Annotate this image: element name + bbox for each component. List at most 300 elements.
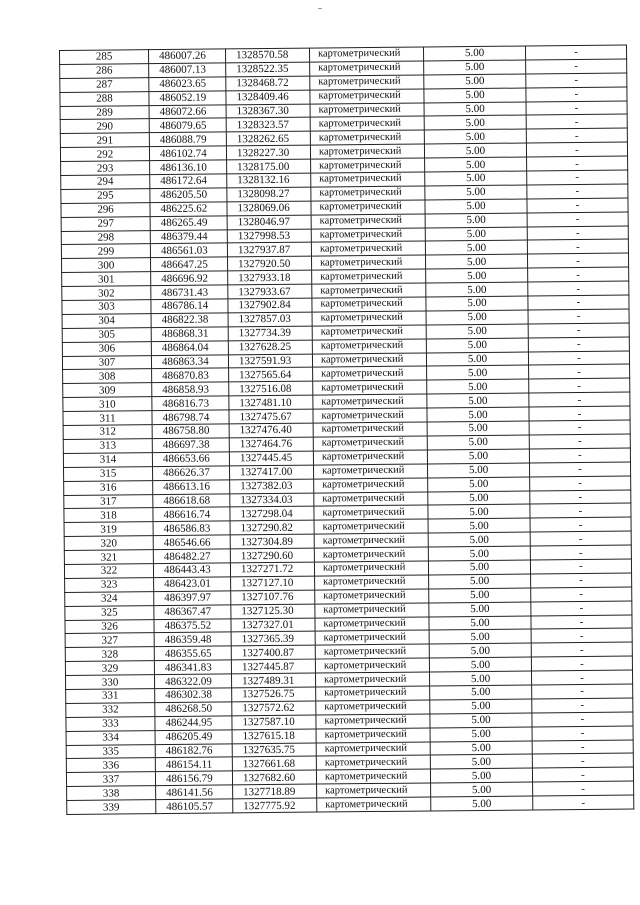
dash-cell: - <box>526 142 627 157</box>
dash-cell: - <box>528 337 629 352</box>
y-coordinate-cell: 1327475.67 <box>229 409 313 424</box>
point-number-cell: 323 <box>65 577 154 592</box>
y-coordinate-cell: 1327516.08 <box>229 381 313 396</box>
y-coordinate-cell: 1327290.60 <box>230 548 314 563</box>
error-cell: 5.00 <box>425 185 527 200</box>
error-cell: 5.00 <box>424 115 526 130</box>
x-coordinate-cell: 486205.49 <box>155 730 232 745</box>
method-cell: картометрический <box>311 172 425 187</box>
method-cell: картометрический <box>312 297 426 312</box>
error-cell: 5.00 <box>425 254 527 269</box>
x-coordinate-cell: 486088.79 <box>149 132 226 147</box>
y-coordinate-cell: 1328323.57 <box>226 118 310 133</box>
x-coordinate-cell: 486205.50 <box>150 188 227 203</box>
dash-cell: - <box>531 656 632 671</box>
point-number-cell: 308 <box>63 369 152 384</box>
dash-cell: - <box>529 420 630 435</box>
error-cell: 5.00 <box>429 671 531 686</box>
method-cell: картометрический <box>315 603 429 618</box>
error-cell: 5.00 <box>430 754 532 769</box>
error-cell: 5.00 <box>430 699 532 714</box>
y-coordinate-cell: 1327481.10 <box>229 395 313 410</box>
error-cell: 5.00 <box>428 560 530 575</box>
x-coordinate-cell: 486626.37 <box>153 466 230 481</box>
point-number-cell: 315 <box>64 466 153 481</box>
dash-cell: - <box>532 712 633 727</box>
method-cell: картометрический <box>310 116 424 131</box>
dash-cell: - <box>532 740 633 755</box>
method-cell: картометрический <box>310 144 424 159</box>
y-coordinate-cell: 1328367.30 <box>226 104 310 119</box>
x-coordinate-cell: 486443.43 <box>153 563 230 578</box>
dash-cell: - <box>526 59 627 74</box>
method-cell: картометрический <box>317 783 431 798</box>
method-cell: картометрический <box>316 755 430 770</box>
point-number-cell: 328 <box>65 647 154 662</box>
dash-cell: - <box>528 351 629 366</box>
method-cell: картометрический <box>316 714 430 729</box>
method-cell: картометрический <box>314 533 428 548</box>
dash-cell: - <box>530 531 631 546</box>
method-cell: картометрический <box>310 103 424 118</box>
x-coordinate-cell: 486816.73 <box>152 396 229 411</box>
x-coordinate-cell: 486105.57 <box>156 799 233 814</box>
y-coordinate-cell: 1328468.72 <box>226 76 310 91</box>
dash-cell: - <box>529 392 630 407</box>
error-cell: 5.00 <box>427 407 529 422</box>
dash-cell: - <box>531 670 632 685</box>
x-coordinate-cell: 486156.79 <box>155 771 232 786</box>
x-coordinate-cell: 486653.66 <box>152 452 229 467</box>
x-coordinate-cell: 486355.65 <box>154 646 231 661</box>
method-cell: картометрический <box>315 589 429 604</box>
dash-cell: - <box>527 156 628 171</box>
dash-cell: - <box>531 628 632 643</box>
dash-cell: - <box>530 559 631 574</box>
point-number-cell: 299 <box>61 244 150 259</box>
error-cell: 5.00 <box>427 393 529 408</box>
dash-cell: - <box>531 573 632 588</box>
dash-cell: - <box>530 503 631 518</box>
x-coordinate-cell: 486341.83 <box>154 660 231 675</box>
point-number-cell: 303 <box>62 300 151 315</box>
error-cell: 5.00 <box>427 463 529 478</box>
method-cell: картометрический <box>314 519 428 534</box>
point-number-cell: 320 <box>64 536 153 551</box>
x-coordinate-cell: 486696.92 <box>151 271 228 286</box>
dash-cell: - <box>531 642 632 657</box>
x-coordinate-cell: 486616.74 <box>153 507 230 522</box>
dash-cell: - <box>527 253 628 268</box>
error-cell: 5.00 <box>431 782 533 797</box>
error-cell: 5.00 <box>429 657 531 672</box>
error-cell: 5.00 <box>425 171 527 186</box>
error-cell: 5.00 <box>427 379 529 394</box>
x-coordinate-cell: 486863.34 <box>151 354 228 369</box>
method-cell: картометрический <box>312 353 426 368</box>
method-cell: картометрический <box>313 394 427 409</box>
point-number-cell: 317 <box>64 494 153 509</box>
x-coordinate-cell: 486154.11 <box>155 757 232 772</box>
point-number-cell: 327 <box>65 633 154 648</box>
dash-cell: - <box>529 378 630 393</box>
y-coordinate-cell: 1328522.35 <box>226 62 310 77</box>
x-coordinate-cell: 486023.65 <box>149 77 226 92</box>
point-number-cell: 326 <box>65 619 154 634</box>
y-coordinate-cell: 1327298.04 <box>230 506 314 521</box>
y-coordinate-cell: 1327365.39 <box>231 631 315 646</box>
error-cell: 5.00 <box>428 491 530 506</box>
method-cell: картометрический <box>313 380 427 395</box>
method-cell: картометрический <box>313 436 427 451</box>
method-cell: картометрический <box>312 311 426 326</box>
y-coordinate-cell: 1327290.82 <box>230 520 314 535</box>
error-cell: 5.00 <box>428 518 530 533</box>
y-coordinate-cell: 1327125.30 <box>231 604 315 619</box>
method-cell: картометрический <box>316 728 430 743</box>
point-number-cell: 286 <box>60 64 149 79</box>
x-coordinate-cell: 486375.52 <box>154 618 231 633</box>
x-coordinate-cell: 486618.68 <box>153 493 230 508</box>
x-coordinate-cell: 486052.19 <box>149 91 226 106</box>
dash-cell: - <box>528 281 629 296</box>
x-coordinate-cell: 486858.93 <box>152 382 229 397</box>
y-coordinate-cell: 1327682.60 <box>232 770 316 785</box>
point-number-cell: 330 <box>66 675 155 690</box>
point-number-cell: 338 <box>67 786 156 801</box>
y-coordinate-cell: 1327417.00 <box>229 465 313 480</box>
dash-cell: - <box>528 323 629 338</box>
y-coordinate-cell: 1327327.01 <box>231 618 315 633</box>
error-cell: 5.00 <box>426 338 528 353</box>
x-coordinate-cell: 486397.97 <box>154 591 231 606</box>
y-coordinate-cell: 1327107.76 <box>231 590 315 605</box>
error-cell: 5.00 <box>427 365 529 380</box>
dash-cell: - <box>529 365 630 380</box>
error-cell: 5.00 <box>428 477 530 492</box>
y-coordinate-cell: 1327382.03 <box>230 479 314 494</box>
dash-cell: - <box>530 490 631 505</box>
method-cell: картометрический <box>310 130 424 145</box>
y-coordinate-cell: 1327775.92 <box>233 798 317 813</box>
error-cell: 5.00 <box>429 588 531 603</box>
method-cell: картометрический <box>314 505 428 520</box>
dash-cell: - <box>532 726 633 741</box>
x-coordinate-cell: 486546.66 <box>153 535 230 550</box>
point-number-cell: 312 <box>63 425 152 440</box>
x-coordinate-cell: 486586.83 <box>153 521 230 536</box>
error-cell: 5.00 <box>425 157 527 172</box>
point-number-cell: 329 <box>65 661 154 676</box>
y-coordinate-cell: 1328132.16 <box>227 173 311 188</box>
method-cell: картометрический <box>315 658 429 673</box>
y-coordinate-cell: 1327587.10 <box>232 715 316 730</box>
point-number-cell: 319 <box>64 522 153 537</box>
dash-cell: - <box>532 698 633 713</box>
error-cell: 5.00 <box>426 352 528 367</box>
method-cell: картометрический <box>315 644 429 659</box>
point-number-cell: 301 <box>62 272 151 287</box>
x-coordinate-cell: 486758.80 <box>152 424 229 439</box>
point-number-cell: 290 <box>60 119 149 134</box>
method-cell: картометрический <box>310 89 424 104</box>
y-coordinate-cell: 1328262.65 <box>226 131 310 146</box>
dash-cell: - <box>526 73 627 88</box>
point-number-cell: 302 <box>62 286 151 301</box>
dash-cell: - <box>532 753 633 768</box>
method-cell: картометрический <box>312 283 426 298</box>
y-coordinate-cell: 1328570.58 <box>225 48 309 63</box>
y-coordinate-cell: 1327718.89 <box>233 784 317 799</box>
point-number-cell: 336 <box>66 758 155 773</box>
dash-cell: - <box>531 615 632 630</box>
dash-cell: - <box>527 184 628 199</box>
y-coordinate-cell: 1327445.45 <box>229 451 313 466</box>
point-number-cell: 307 <box>62 355 151 370</box>
x-coordinate-cell: 486482.27 <box>153 549 230 564</box>
point-number-cell: 285 <box>60 50 149 65</box>
error-cell: 5.00 <box>429 643 531 658</box>
x-coordinate-cell: 486268.50 <box>155 702 232 717</box>
point-number-cell: 310 <box>63 397 152 412</box>
method-cell: картометрический <box>311 255 425 270</box>
error-cell: 5.00 <box>424 102 526 117</box>
x-coordinate-cell: 486561.03 <box>150 243 227 258</box>
point-number-cell: 291 <box>60 133 149 148</box>
dash-cell: - <box>533 795 634 810</box>
dash-cell: - <box>532 767 633 782</box>
point-number-cell: 325 <box>65 605 154 620</box>
x-coordinate-cell: 486697.38 <box>152 438 229 453</box>
point-number-cell: 298 <box>61 230 150 245</box>
y-coordinate-cell: 1327271.72 <box>230 562 314 577</box>
x-coordinate-cell: 486007.26 <box>149 49 226 64</box>
point-number-cell: 309 <box>63 383 152 398</box>
method-cell: картометрический <box>311 200 425 215</box>
x-coordinate-cell: 486359.48 <box>154 632 231 647</box>
x-coordinate-cell: 486868.31 <box>151 327 228 342</box>
error-cell: 5.00 <box>431 796 533 811</box>
error-cell: 5.00 <box>430 741 532 756</box>
error-cell: 5.00 <box>424 129 526 144</box>
y-coordinate-cell: 1327937.87 <box>227 243 311 258</box>
method-cell: картометрический <box>312 269 426 284</box>
point-number-cell: 306 <box>62 341 151 356</box>
method-cell: картометрический <box>311 228 425 243</box>
dash-cell: - <box>531 587 632 602</box>
point-number-cell: 322 <box>64 564 153 579</box>
dash-cell: - <box>531 601 632 616</box>
point-number-cell: 331 <box>66 689 155 704</box>
dash-cell: - <box>530 476 631 491</box>
y-coordinate-cell: 1327920.50 <box>227 256 311 271</box>
coordinates-table-wrapper <box>59 45 633 815</box>
x-coordinate-cell: 486870.83 <box>152 368 229 383</box>
error-cell: 5.00 <box>424 88 526 103</box>
x-coordinate-cell: 486731.43 <box>151 285 228 300</box>
y-coordinate-cell: 1327526.75 <box>232 687 316 702</box>
method-cell: картометрический <box>313 422 427 437</box>
error-cell: 5.00 <box>425 213 527 228</box>
point-number-cell: 288 <box>60 91 149 106</box>
y-coordinate-cell: 1327445.87 <box>231 659 315 674</box>
x-coordinate-cell: 486822.38 <box>151 313 228 328</box>
y-coordinate-cell: 1327615.18 <box>232 729 316 744</box>
dash-cell: - <box>526 128 627 143</box>
error-cell: 5.00 <box>429 574 531 589</box>
dash-cell: - <box>527 212 628 227</box>
error-cell: 5.00 <box>427 449 529 464</box>
y-coordinate-cell: 1328098.27 <box>227 187 311 202</box>
y-coordinate-cell: 1327476.40 <box>229 423 313 438</box>
point-number-cell: 332 <box>66 702 155 717</box>
point-number-cell: 305 <box>62 327 151 342</box>
dash-cell: - <box>527 170 628 185</box>
point-number-cell: 318 <box>64 508 153 523</box>
method-cell: картометрический <box>315 630 429 645</box>
x-coordinate-cell: 486322.09 <box>155 674 232 689</box>
x-coordinate-cell: 486302.38 <box>155 688 232 703</box>
x-coordinate-cell: 486647.25 <box>151 257 228 272</box>
dash-cell: - <box>527 198 628 213</box>
method-cell: картометрический <box>316 742 430 757</box>
y-coordinate-cell: 1327933.67 <box>228 284 312 299</box>
dash-cell: - <box>527 240 628 255</box>
dash-cell: - <box>529 434 630 449</box>
method-cell: картометрический <box>310 75 424 90</box>
error-cell: 5.00 <box>429 602 531 617</box>
y-coordinate-cell: 1327565.64 <box>229 368 313 383</box>
error-cell: 5.00 <box>429 616 531 631</box>
y-coordinate-cell: 1328175.00 <box>227 159 311 174</box>
error-cell: 5.00 <box>423 46 525 61</box>
y-coordinate-cell: 1328227.30 <box>226 145 310 160</box>
dash-cell: - <box>529 406 630 421</box>
x-coordinate-cell: 486225.62 <box>150 202 227 217</box>
dash-cell: - <box>532 684 633 699</box>
x-coordinate-cell: 486423.01 <box>154 577 231 592</box>
point-number-cell: 321 <box>64 550 153 565</box>
method-cell: картометрический <box>311 158 425 173</box>
error-cell: 5.00 <box>429 629 531 644</box>
dash-cell: - <box>525 45 626 60</box>
x-coordinate-cell: 486136.10 <box>150 160 227 175</box>
point-number-cell: 311 <box>63 411 152 426</box>
error-cell: 5.00 <box>428 504 530 519</box>
point-number-cell: 304 <box>62 314 151 329</box>
dash-cell: - <box>528 309 629 324</box>
y-coordinate-cell: 1327400.87 <box>231 645 315 660</box>
point-number-cell: 314 <box>63 452 152 467</box>
x-coordinate-cell: 486079.65 <box>149 118 226 133</box>
y-coordinate-cell: 1328046.97 <box>227 215 311 230</box>
method-cell: картометрический <box>314 491 428 506</box>
point-number-cell: 324 <box>65 591 154 606</box>
y-coordinate-cell: 1327464.76 <box>229 437 313 452</box>
point-number-cell: 313 <box>63 439 152 454</box>
method-cell: картометрический <box>313 464 427 479</box>
method-cell: картометрический <box>314 478 428 493</box>
x-coordinate-cell: 486613.16 <box>153 479 230 494</box>
error-cell: 5.00 <box>426 310 528 325</box>
point-number-cell: 339 <box>67 800 156 815</box>
y-coordinate-cell: 1327489.31 <box>231 673 315 688</box>
y-coordinate-cell: 1327661.68 <box>232 756 316 771</box>
y-coordinate-cell: 1327902.84 <box>228 298 312 313</box>
method-cell: картометрический <box>315 575 429 590</box>
x-coordinate-cell: 486367.47 <box>154 605 231 620</box>
y-coordinate-cell: 1327628.25 <box>228 340 312 355</box>
method-cell: картометрический <box>311 241 425 256</box>
coordinates-table-body <box>60 45 634 814</box>
method-cell: картометрический <box>316 769 430 784</box>
point-number-cell: 289 <box>60 105 149 120</box>
point-number-cell: 333 <box>66 716 155 731</box>
dash-cell: - <box>530 545 631 560</box>
error-cell: 5.00 <box>430 685 532 700</box>
y-coordinate-cell: 1327304.89 <box>230 534 314 549</box>
error-cell: 5.00 <box>426 324 528 339</box>
method-cell: картометрический <box>314 547 428 562</box>
y-coordinate-cell: 1327334.03 <box>230 493 314 508</box>
dash-cell: - <box>533 781 634 796</box>
error-cell: 5.00 <box>427 435 529 450</box>
x-coordinate-cell: 486141.56 <box>156 785 233 800</box>
y-coordinate-cell: 1327591.93 <box>228 354 312 369</box>
method-cell: картометрический <box>317 797 431 812</box>
x-coordinate-cell: 486072.66 <box>149 104 226 119</box>
error-cell: 5.00 <box>430 713 532 728</box>
error-cell: 5.00 <box>426 282 528 297</box>
dash-cell: - <box>526 87 627 102</box>
x-coordinate-cell: 486379.44 <box>150 229 227 244</box>
error-cell: 5.00 <box>425 227 527 242</box>
y-coordinate-cell: 1327127.10 <box>231 576 315 591</box>
point-number-cell: 316 <box>64 480 153 495</box>
point-number-cell: 292 <box>60 147 149 162</box>
error-cell: 5.00 <box>424 60 526 75</box>
method-cell: картометрический <box>312 339 426 354</box>
x-coordinate-cell: 486798.74 <box>152 410 229 425</box>
error-cell: 5.00 <box>427 421 529 436</box>
method-cell: картометрический <box>313 408 427 423</box>
method-cell: картометрический <box>309 47 423 62</box>
y-coordinate-cell: 1327734.39 <box>228 326 312 341</box>
x-coordinate-cell: 486265.49 <box>150 216 227 231</box>
method-cell: картометрический <box>311 186 425 201</box>
y-coordinate-cell: 1327998.53 <box>227 229 311 244</box>
error-cell: 5.00 <box>425 240 527 255</box>
x-coordinate-cell: 486786.14 <box>151 299 228 314</box>
method-cell: картометрический <box>316 700 430 715</box>
dash-cell: - <box>527 226 628 241</box>
error-cell: 5.00 <box>430 727 532 742</box>
y-coordinate-cell: 1328069.06 <box>227 201 311 216</box>
error-cell: 5.00 <box>428 546 530 561</box>
method-cell: картометрический <box>311 214 425 229</box>
point-number-cell: 337 <box>66 772 155 787</box>
error-cell: 5.00 <box>426 268 528 283</box>
point-number-cell: 296 <box>61 202 150 217</box>
y-coordinate-cell: 1328409.46 <box>226 90 310 105</box>
point-number-cell: 334 <box>66 730 155 745</box>
point-number-cell: 294 <box>61 175 150 190</box>
method-cell: картометрический <box>313 450 427 465</box>
point-number-cell: 293 <box>61 161 150 176</box>
method-cell: картометрический <box>312 325 426 340</box>
error-cell: 5.00 <box>424 143 526 158</box>
y-coordinate-cell: 1327635.75 <box>232 743 316 758</box>
